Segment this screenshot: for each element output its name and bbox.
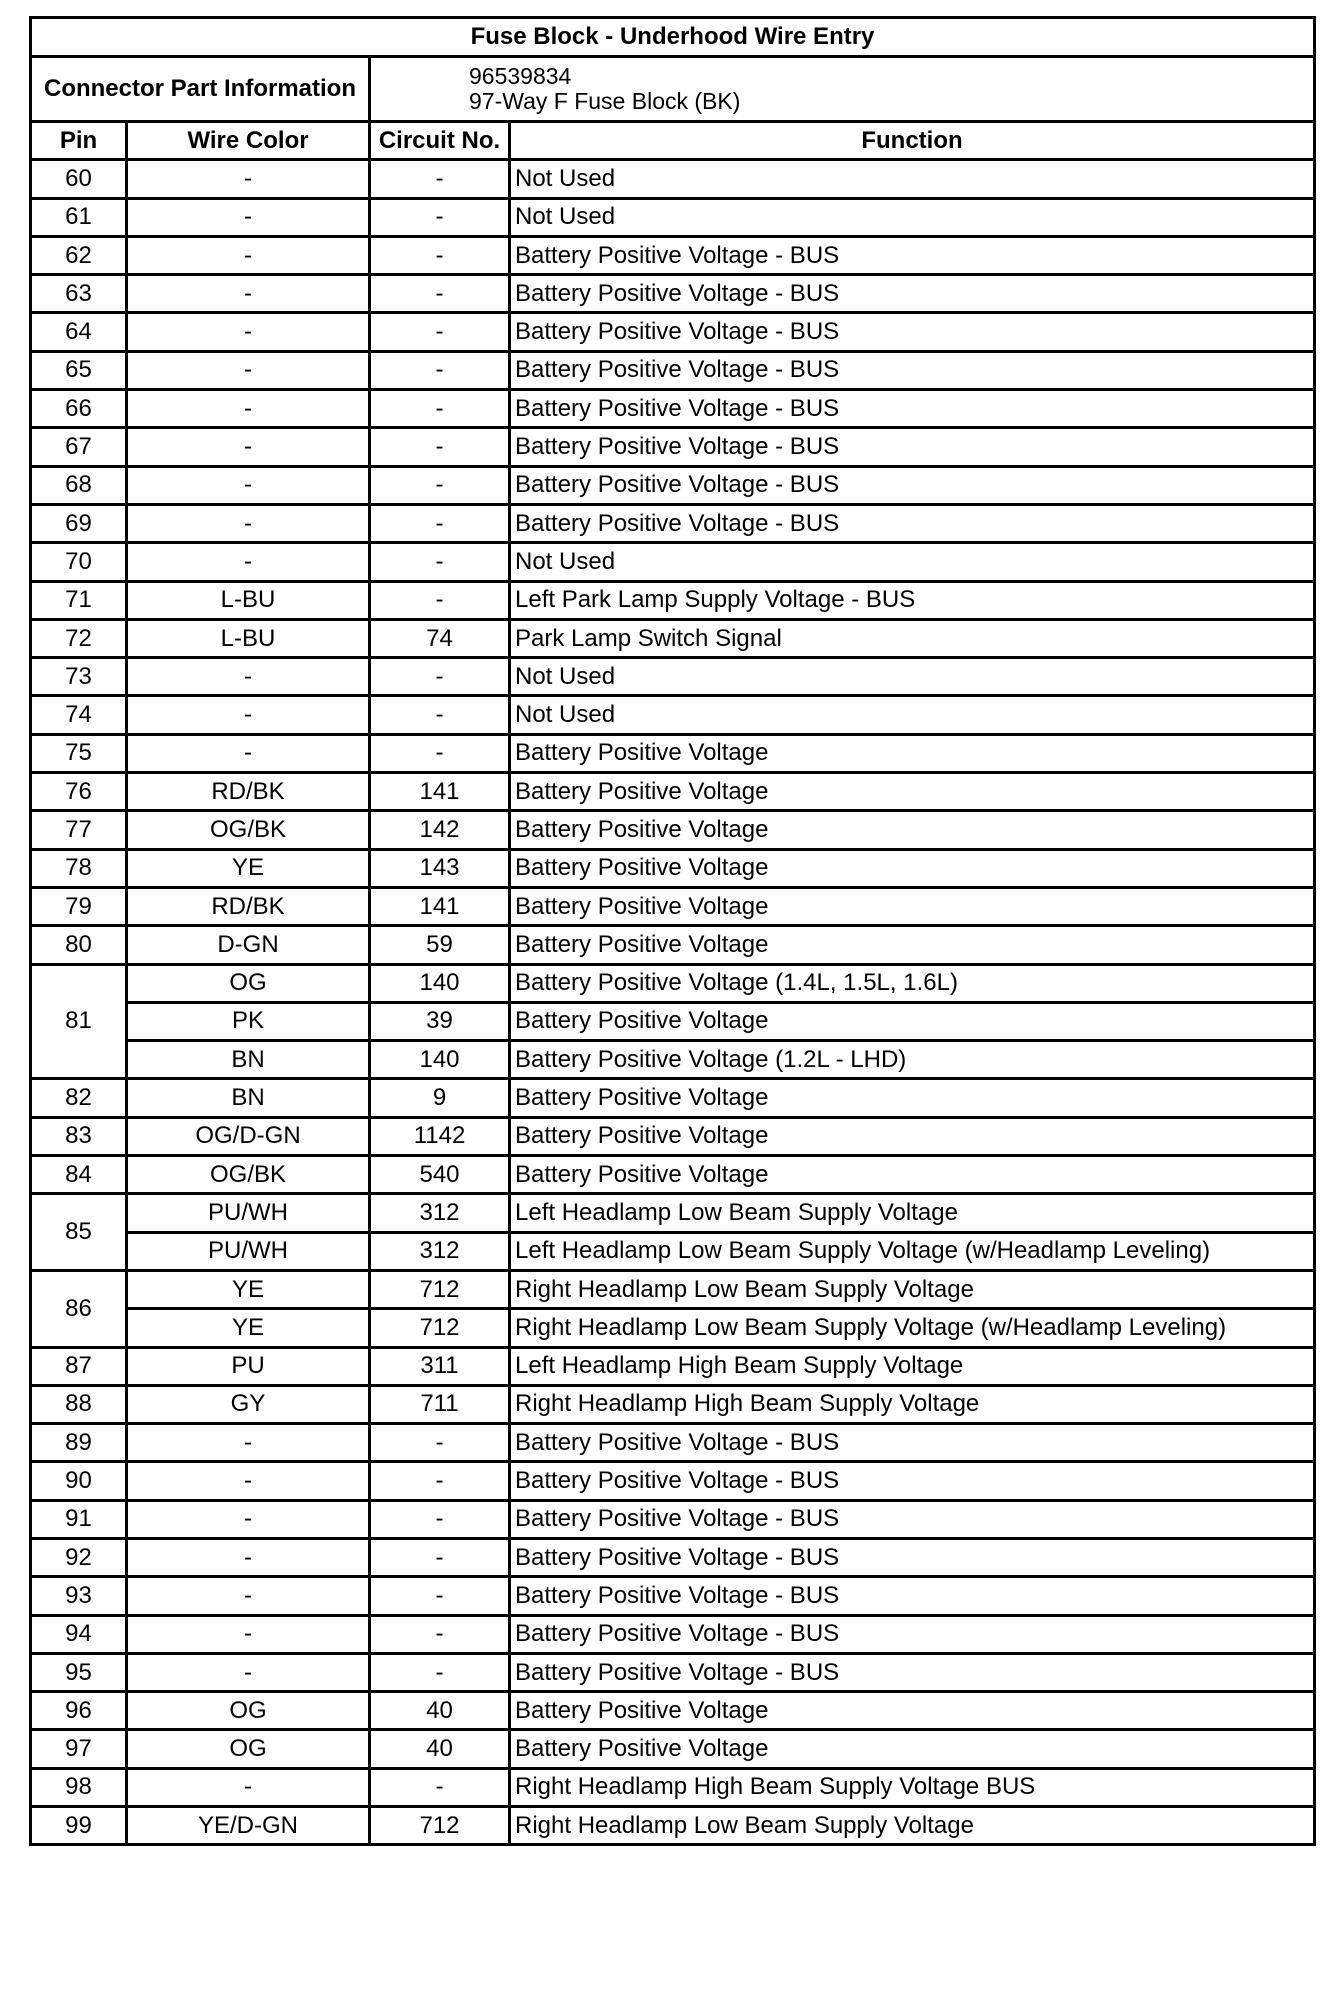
pin-cell: 90 xyxy=(31,1462,127,1500)
header-pin: Pin xyxy=(31,122,127,160)
table-row xyxy=(31,619,1315,657)
table-row xyxy=(31,466,1315,504)
function-cell: Battery Positive Voltage - BUS xyxy=(510,1500,1315,1538)
function-cell: Battery Positive Voltage xyxy=(510,1692,1315,1730)
table-row xyxy=(31,390,1315,428)
circuit-cell: - xyxy=(370,1462,510,1500)
circuit-cell: 140 xyxy=(370,964,510,1002)
wire-color-cell: - xyxy=(127,160,370,198)
function-cell: Right Headlamp High Beam Supply Voltage xyxy=(510,1385,1315,1423)
function-cell: Battery Positive Voltage - BUS xyxy=(510,1615,1315,1653)
connector-info-label: Connector Part Information xyxy=(31,57,370,122)
circuit-cell: - xyxy=(370,275,510,313)
function-cell: Right Headlamp Low Beam Supply Voltage xyxy=(510,1807,1315,1845)
pin-cell: 92 xyxy=(31,1538,127,1576)
wire-color-cell: - xyxy=(127,1577,370,1615)
wire-color-cell: BN xyxy=(127,1041,370,1079)
circuit-cell: - xyxy=(370,313,510,351)
wire-color-cell: - xyxy=(127,696,370,734)
function-cell: Not Used xyxy=(510,658,1315,696)
pin-cell: 69 xyxy=(31,504,127,542)
wire-color-cell: YE xyxy=(127,849,370,887)
table-row xyxy=(31,849,1315,887)
function-cell: Battery Positive Voltage xyxy=(510,773,1315,811)
wire-color-cell: PK xyxy=(127,1002,370,1040)
circuit-cell: 141 xyxy=(370,887,510,925)
function-cell: Park Lamp Switch Signal xyxy=(510,619,1315,657)
pin-cell: 72 xyxy=(31,619,127,657)
circuit-cell: - xyxy=(370,1768,510,1806)
circuit-cell: 712 xyxy=(370,1807,510,1845)
circuit-cell: 711 xyxy=(370,1385,510,1423)
wire-color-cell: D-GN xyxy=(127,926,370,964)
wire-color-cell: - xyxy=(127,275,370,313)
function-cell: Left Headlamp Low Beam Supply Voltage (w/Headlamp Leveling) xyxy=(510,1232,1315,1270)
table-row xyxy=(31,1653,1315,1691)
table-row xyxy=(31,658,1315,696)
function-cell: Battery Positive Voltage - BUS xyxy=(510,428,1315,466)
circuit-cell: - xyxy=(370,1538,510,1576)
circuit-cell: 143 xyxy=(370,849,510,887)
function-cell: Battery Positive Voltage - BUS xyxy=(510,466,1315,504)
wire-color-cell: - xyxy=(127,1462,370,1500)
pin-cell: 75 xyxy=(31,734,127,772)
title-row xyxy=(31,18,1315,57)
wire-color-cell: OG/BK xyxy=(127,1156,370,1194)
wire-color-cell: - xyxy=(127,1653,370,1691)
wire-color-cell: OG xyxy=(127,1692,370,1730)
pin-cell: 87 xyxy=(31,1347,127,1385)
function-cell: Battery Positive Voltage - BUS xyxy=(510,313,1315,351)
pin-cell: 88 xyxy=(31,1385,127,1423)
pin-cell: 99 xyxy=(31,1807,127,1845)
table-row xyxy=(31,1768,1315,1806)
wire-color-cell: - xyxy=(127,1615,370,1653)
connector-info-row xyxy=(31,57,1315,122)
circuit-cell: 141 xyxy=(370,773,510,811)
pin-cell: 82 xyxy=(31,1079,127,1117)
table-row xyxy=(31,1156,1315,1194)
table-row xyxy=(31,236,1315,274)
wire-color-cell: RD/BK xyxy=(127,773,370,811)
circuit-cell: 540 xyxy=(370,1156,510,1194)
circuit-cell: 40 xyxy=(370,1692,510,1730)
header-function: Function xyxy=(510,122,1315,160)
function-cell: Battery Positive Voltage - BUS xyxy=(510,1653,1315,1691)
table-row xyxy=(31,1309,1315,1347)
pin-cell: 89 xyxy=(31,1424,127,1462)
pin-cell: 95 xyxy=(31,1653,127,1691)
wire-color-cell: BN xyxy=(127,1079,370,1117)
table-title: Fuse Block - Underhood Wire Entry xyxy=(31,18,1315,57)
wire-color-cell: - xyxy=(127,658,370,696)
function-cell: Battery Positive Voltage - BUS xyxy=(510,275,1315,313)
wire-color-cell: OG xyxy=(127,1730,370,1768)
wire-color-cell: L-BU xyxy=(127,581,370,619)
circuit-cell: 312 xyxy=(370,1232,510,1270)
table-row xyxy=(31,1615,1315,1653)
table-row xyxy=(31,160,1315,198)
table-row xyxy=(31,1194,1315,1232)
wire-color-cell: PU/WH xyxy=(127,1194,370,1232)
circuit-cell: 40 xyxy=(370,1730,510,1768)
wire-color-cell: YE xyxy=(127,1309,370,1347)
pin-cell: 64 xyxy=(31,313,127,351)
pin-cell: 81 xyxy=(31,964,127,1079)
circuit-cell: 1142 xyxy=(370,1117,510,1155)
circuit-cell: - xyxy=(370,734,510,772)
wire-color-cell: PU/WH xyxy=(127,1232,370,1270)
function-cell: Battery Positive Voltage - BUS xyxy=(510,1462,1315,1500)
pin-cell: 70 xyxy=(31,543,127,581)
wire-color-cell: - xyxy=(127,351,370,389)
wire-color-cell: PU xyxy=(127,1347,370,1385)
pin-cell: 76 xyxy=(31,773,127,811)
table-row xyxy=(31,428,1315,466)
pin-cell: 93 xyxy=(31,1577,127,1615)
function-cell: Not Used xyxy=(510,696,1315,734)
circuit-cell: - xyxy=(370,236,510,274)
pin-cell: 66 xyxy=(31,390,127,428)
circuit-cell: 712 xyxy=(370,1309,510,1347)
wire-color-cell: - xyxy=(127,1538,370,1576)
pin-cell: 63 xyxy=(31,275,127,313)
table-body xyxy=(31,160,1315,1845)
function-cell: Battery Positive Voltage - BUS xyxy=(510,504,1315,542)
wire-color-cell: - xyxy=(127,504,370,542)
circuit-cell: - xyxy=(370,1577,510,1615)
circuit-cell: - xyxy=(370,543,510,581)
circuit-cell: 39 xyxy=(370,1002,510,1040)
connector-description: 97-Way F Fuse Block (BK) xyxy=(469,88,741,114)
table-row xyxy=(31,1538,1315,1576)
pin-cell: 68 xyxy=(31,466,127,504)
wire-color-cell: - xyxy=(127,428,370,466)
pin-cell: 86 xyxy=(31,1270,127,1347)
table-row xyxy=(31,198,1315,236)
circuit-cell: 140 xyxy=(370,1041,510,1079)
circuit-cell: - xyxy=(370,1424,510,1462)
table-row xyxy=(31,1577,1315,1615)
table-row xyxy=(31,275,1315,313)
circuit-cell: - xyxy=(370,428,510,466)
table-row xyxy=(31,887,1315,925)
column-header-row xyxy=(31,122,1315,160)
circuit-cell: 311 xyxy=(370,1347,510,1385)
function-cell: Battery Positive Voltage - BUS xyxy=(510,351,1315,389)
circuit-cell: - xyxy=(370,466,510,504)
function-cell: Right Headlamp Low Beam Supply Voltage xyxy=(510,1270,1315,1308)
pin-cell: 61 xyxy=(31,198,127,236)
wire-color-cell: - xyxy=(127,466,370,504)
table-row xyxy=(31,1347,1315,1385)
circuit-cell: - xyxy=(370,504,510,542)
table-row xyxy=(31,1079,1315,1117)
table-row xyxy=(31,696,1315,734)
wire-color-cell: OG/D-GN xyxy=(127,1117,370,1155)
circuit-cell: - xyxy=(370,390,510,428)
table-row xyxy=(31,1041,1315,1079)
function-cell: Battery Positive Voltage xyxy=(510,1156,1315,1194)
table-row xyxy=(31,1270,1315,1308)
function-cell: Left Headlamp High Beam Supply Voltage xyxy=(510,1347,1315,1385)
circuit-cell: 312 xyxy=(370,1194,510,1232)
function-cell: Battery Positive Voltage xyxy=(510,1117,1315,1155)
wire-color-cell: - xyxy=(127,390,370,428)
pin-cell: 62 xyxy=(31,236,127,274)
function-cell: Battery Positive Voltage xyxy=(510,734,1315,772)
function-cell: Battery Positive Voltage xyxy=(510,887,1315,925)
wire-color-cell: YE/D-GN xyxy=(127,1807,370,1845)
circuit-cell: 142 xyxy=(370,811,510,849)
function-cell: Battery Positive Voltage - BUS xyxy=(510,1577,1315,1615)
function-cell: Battery Positive Voltage xyxy=(510,1002,1315,1040)
table-row xyxy=(31,1692,1315,1730)
table-row xyxy=(31,1807,1315,1845)
table-row xyxy=(31,543,1315,581)
function-cell: Right Headlamp Low Beam Supply Voltage (w/Headlamp Leveling) xyxy=(510,1309,1315,1347)
table-row xyxy=(31,1117,1315,1155)
function-cell: Right Headlamp High Beam Supply Voltage BUS xyxy=(510,1768,1315,1806)
function-cell: Not Used xyxy=(510,160,1315,198)
function-cell: Battery Positive Voltage - BUS xyxy=(510,236,1315,274)
pin-cell: 84 xyxy=(31,1156,127,1194)
wire-color-cell: L-BU xyxy=(127,619,370,657)
circuit-cell: - xyxy=(370,160,510,198)
pin-cell: 80 xyxy=(31,926,127,964)
table-row xyxy=(31,351,1315,389)
pin-cell: 98 xyxy=(31,1768,127,1806)
pin-cell: 97 xyxy=(31,1730,127,1768)
wire-color-cell: - xyxy=(127,236,370,274)
table-row xyxy=(31,504,1315,542)
wire-color-cell: - xyxy=(127,734,370,772)
table-row xyxy=(31,964,1315,1002)
table-row xyxy=(31,1424,1315,1462)
circuit-cell: - xyxy=(370,1653,510,1691)
function-cell: Battery Positive Voltage (1.2L - LHD) xyxy=(510,1041,1315,1079)
function-cell: Battery Positive Voltage xyxy=(510,849,1315,887)
pin-cell: 60 xyxy=(31,160,127,198)
table-row xyxy=(31,1730,1315,1768)
table-row xyxy=(31,313,1315,351)
pin-cell: 78 xyxy=(31,849,127,887)
table-row xyxy=(31,811,1315,849)
wire-color-cell: OG xyxy=(127,964,370,1002)
function-cell: Not Used xyxy=(510,198,1315,236)
circuit-cell: 74 xyxy=(370,619,510,657)
wire-color-cell: - xyxy=(127,543,370,581)
circuit-cell: 712 xyxy=(370,1270,510,1308)
pin-cell: 85 xyxy=(31,1194,127,1271)
pin-cell: 71 xyxy=(31,581,127,619)
wire-color-cell: OG/BK xyxy=(127,811,370,849)
table-row xyxy=(31,734,1315,772)
table-row xyxy=(31,773,1315,811)
pin-cell: 77 xyxy=(31,811,127,849)
table-row xyxy=(31,1500,1315,1538)
circuit-cell: - xyxy=(370,658,510,696)
function-cell: Left Park Lamp Supply Voltage - BUS xyxy=(510,581,1315,619)
function-cell: Left Headlamp Low Beam Supply Voltage xyxy=(510,1194,1315,1232)
wire-color-cell: GY xyxy=(127,1385,370,1423)
pin-cell: 67 xyxy=(31,428,127,466)
wire-color-cell: - xyxy=(127,1768,370,1806)
pin-cell: 65 xyxy=(31,351,127,389)
table-row xyxy=(31,1002,1315,1040)
pin-cell: 83 xyxy=(31,1117,127,1155)
function-cell: Battery Positive Voltage - BUS xyxy=(510,1424,1315,1462)
pin-cell: 96 xyxy=(31,1692,127,1730)
connector-part-number: 96539834 xyxy=(469,62,572,89)
wire-color-cell: YE xyxy=(127,1270,370,1308)
pin-cell: 79 xyxy=(31,887,127,925)
circuit-cell: - xyxy=(370,1500,510,1538)
pin-cell: 74 xyxy=(31,696,127,734)
circuit-cell: - xyxy=(370,198,510,236)
circuit-cell: 9 xyxy=(370,1079,510,1117)
wire-color-cell: - xyxy=(127,198,370,236)
pin-cell: 91 xyxy=(31,1500,127,1538)
function-cell: Battery Positive Voltage (1.4L, 1.5L, 1.6L) xyxy=(510,964,1315,1002)
function-cell: Battery Positive Voltage xyxy=(510,926,1315,964)
circuit-cell: - xyxy=(370,581,510,619)
pinout-table xyxy=(29,16,1316,1846)
wire-color-cell: - xyxy=(127,1424,370,1462)
wire-color-cell: - xyxy=(127,313,370,351)
circuit-cell: - xyxy=(370,1615,510,1653)
function-cell: Battery Positive Voltage - BUS xyxy=(510,390,1315,428)
table-row xyxy=(31,1385,1315,1423)
circuit-cell: - xyxy=(370,351,510,389)
connector-info-value xyxy=(370,57,1315,122)
function-cell: Not Used xyxy=(510,543,1315,581)
wire-color-cell: - xyxy=(127,1500,370,1538)
table-row xyxy=(31,926,1315,964)
table-row xyxy=(31,581,1315,619)
header-wire-color: Wire Color xyxy=(127,122,370,160)
function-cell: Battery Positive Voltage - BUS xyxy=(510,1538,1315,1576)
table-row xyxy=(31,1232,1315,1270)
function-cell: Battery Positive Voltage xyxy=(510,1730,1315,1768)
table-row xyxy=(31,1462,1315,1500)
pin-cell: 94 xyxy=(31,1615,127,1653)
circuit-cell: 59 xyxy=(370,926,510,964)
pin-cell: 73 xyxy=(31,658,127,696)
header-circuit: Circuit No. xyxy=(370,122,510,160)
function-cell: Battery Positive Voltage xyxy=(510,1079,1315,1117)
function-cell: Battery Positive Voltage xyxy=(510,811,1315,849)
circuit-cell: - xyxy=(370,696,510,734)
wire-color-cell: RD/BK xyxy=(127,887,370,925)
